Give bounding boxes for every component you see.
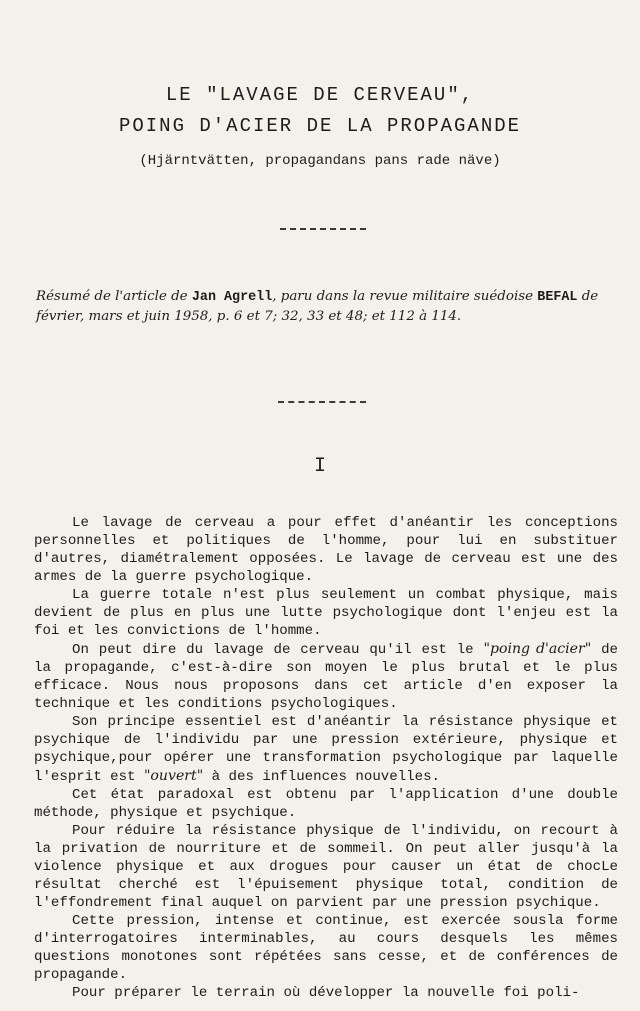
article-summary [36,288,616,326]
paragraph-5: Cet état paradoxal est obtenu par l'application d'une double méthode, physique et psychique. [34,787,618,821]
paragraph-7: Cette pression, intense et continue, est exercée sousla forme d'interrogatoires interminables, au cours desquels les mêmes questions monotones sont répétées sans cesse, et de conférences de propagande. [34,913,618,983]
summary-text-1: Résumé de l'article de [36,289,192,304]
paragraph-3-end: de la propagande, c'est-à-dire son moyen le plus brutal et le plus efficace. Nous nous proposons dans cet article d'en exposer la technique et les conditions psychologiques. [34,642,618,712]
summary-text-2: , paru dans la revue militaire suédoise [272,289,538,304]
paragraph-6: Pour réduire la résistance physique de l'individu, on recourt à la privation de nourriture et de sommeil. On peut aller jusqu'à la violence physique et aux drogues pour causer un état de chocLe résultat cherché est l'épuisement physique total, condition de l'effondrement final auquel on parvient par une pression psychique. [34,823,618,911]
paragraph-3 [34,640,618,713]
paragraph-4-end: à des influences nouvelles. [203,769,441,785]
paragraph-4-start: Son principe essentiel est d'anéantir la résistance physique et psychique de l'individu par une pression extérieure, physique et psychique,pour opérer une transformation psychologique par laquelle l'esprit est [34,714,618,785]
summary-text-3: de février, mars et juin 1958, p. 6 et 7; 32, 33 et 48; et 112 à 114. [36,289,599,324]
title-line-1: LE "LAVAGE DE CERVEAU", [165,84,475,106]
summary-author: Jan Agrell [191,290,273,305]
paragraph-3-quote: "poing d'acier" [483,641,592,657]
paragraph-4-quote: "ouvert" [143,768,204,784]
title-block [0,80,640,172]
paragraph-1: Le lavage de cerveau a pour effet d'anéantir les conceptions personnelles et politiques de l'homme, pour lui en substituer d'autres, diamétralement opposées. Le lavage de cerveau est une des armes de la guerre psychologique. [34,515,618,585]
paragraph-4 [34,713,618,786]
paragraph-2: La guerre totale n'est plus seulement un combat physique, mais devient de plus en plus une lutte psychologique dont l'enjeu est la foi et les convictions de l'homme. [34,587,618,639]
subtitle: (Hjärntvätten, propagandans pans rade näve) [139,153,501,169]
section-numeral: I [313,455,326,478]
title-line-2: POING D'ACIER DE LA PROPAGANDE [118,115,522,137]
paragraph-8: Pour préparer le terrain où développer la nouvelle foi poli- [72,985,580,1001]
body-text [34,514,618,1002]
separator-rule-bottom [278,401,366,403]
paragraph-3-start: On peut dire du lavage de cerveau qu'il est le [72,642,484,658]
separator-rule-top [280,228,366,230]
summary-journal: BEFAL [537,290,578,305]
